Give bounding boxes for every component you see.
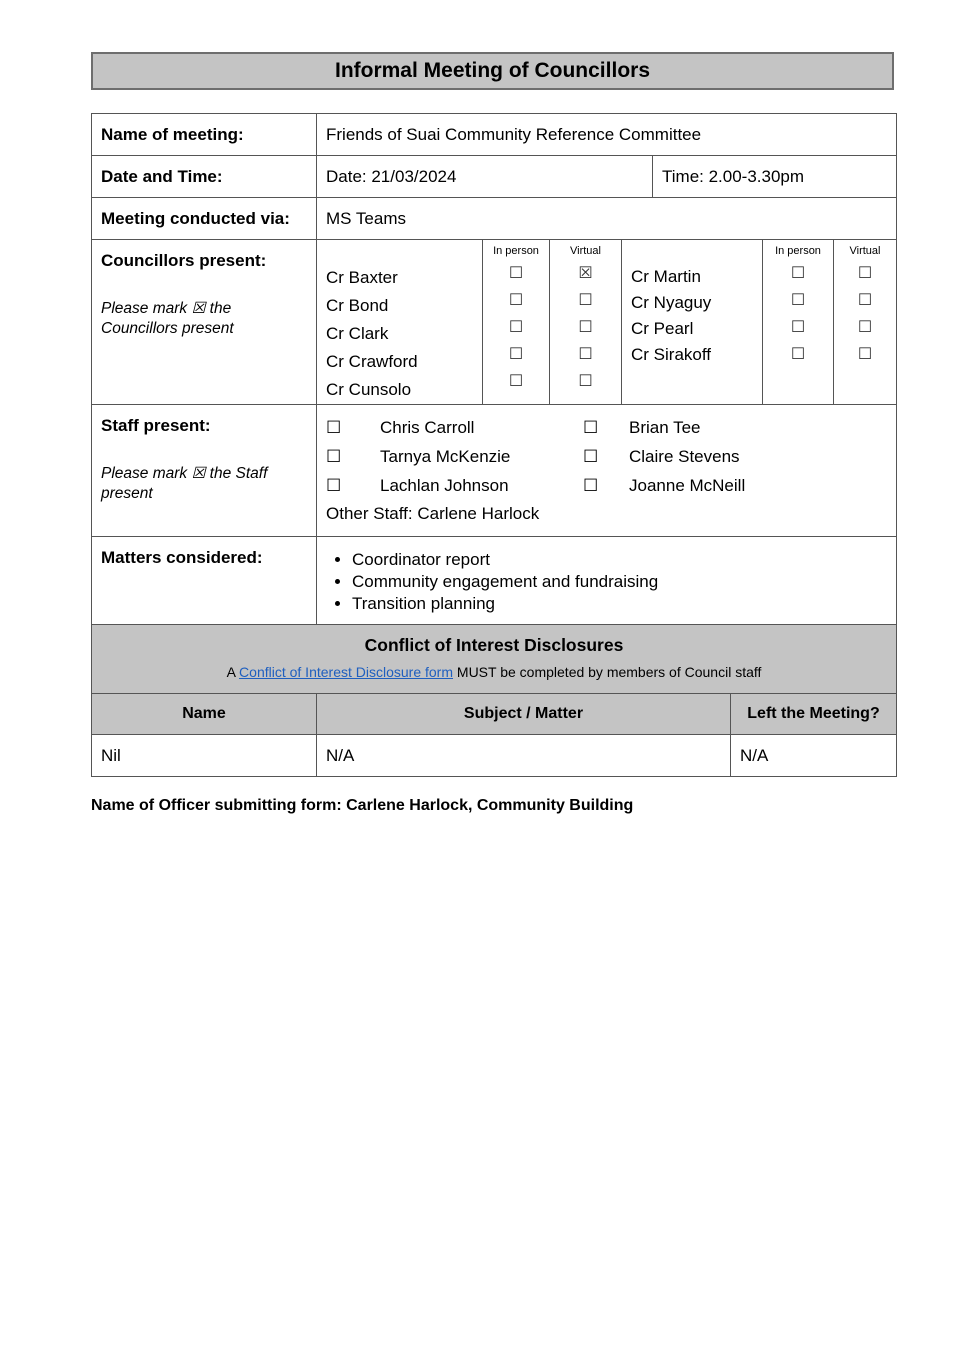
meeting-form — [91, 113, 897, 777]
row-meeting-name — [91, 113, 897, 156]
staff-name: Claire Stevens — [629, 446, 740, 466]
virtual-checkbox[interactable]: ☐ — [857, 265, 873, 282]
meeting-name-value: Friends of Suai Community Reference Committee — [326, 125, 702, 144]
staff-checkbox[interactable]: ☐ — [326, 475, 342, 495]
virtual-checkbox[interactable]: ☐ — [857, 292, 873, 309]
councillor-name: Cr Clark — [326, 324, 389, 343]
coi-sub-suffix: MUST be completed by members of Council staff — [456, 664, 762, 680]
staff-row — [326, 471, 887, 500]
councillors-label: Councillors present: — [101, 251, 267, 270]
in-person-header: In person — [493, 245, 539, 257]
staff-name: Chris Carroll — [380, 417, 475, 437]
staff-name: Tarnya McKenzie — [380, 446, 511, 466]
date-value: Date: 21/03/2024 — [317, 156, 653, 197]
councillor-name: Cr Baxter — [326, 268, 398, 287]
virtual-header: Virtual — [570, 245, 601, 257]
councillor-name: Cr Crawford — [326, 352, 418, 371]
staff-name: Brian Tee — [629, 417, 701, 437]
in-person-checkbox[interactable]: ☐ — [508, 265, 524, 282]
virtual-checkbox[interactable]: ☐ — [857, 319, 873, 336]
in-person-checkbox[interactable]: ☐ — [508, 346, 524, 363]
staff-checkbox[interactable]: ☐ — [583, 446, 599, 466]
coi-sub-prefix: A — [226, 664, 236, 680]
in-person-header: In person — [775, 245, 821, 257]
councillor-names-left — [317, 240, 483, 404]
matters-list — [326, 549, 887, 615]
in-person-checkbox[interactable]: ☐ — [508, 373, 524, 390]
matters-cell — [317, 537, 896, 624]
coi-left-cell: N/A — [740, 746, 769, 765]
coi-subject-cell: N/A — [317, 735, 731, 776]
date-time-label: Date and Time: — [92, 156, 317, 197]
staff-label: Staff present: — [101, 416, 211, 435]
councillors-note: Please mark ☒ the Councillors present — [101, 300, 234, 337]
coi-name-cell: Nil — [92, 735, 317, 776]
councillor-name: Cr Cunsolo — [326, 380, 412, 399]
form-title: Informal Meeting of Councillors — [91, 52, 894, 90]
virtual-header: Virtual — [849, 245, 881, 257]
councillors-grid — [317, 240, 896, 404]
councillor-name: Cr Pearl — [631, 319, 694, 338]
list-item: • Coordinator report — [352, 549, 887, 571]
councillors-label-cell — [92, 240, 317, 404]
col-header-left-meeting: Left the Meeting? — [731, 694, 896, 734]
coi-table-header — [91, 694, 897, 735]
in-person-checkbox[interactable]: ☐ — [508, 292, 524, 309]
coi-form-link[interactable]: Conflict of Interest Disclosure form — [239, 664, 454, 680]
meeting-name-label: Name of meeting: — [92, 114, 317, 155]
col-header-subject: Subject / Matter — [317, 694, 731, 734]
councillor-name: Cr Bond — [326, 296, 389, 315]
coi-subtitle — [92, 664, 896, 680]
councillor-name: Cr Nyaguy — [631, 293, 712, 312]
in-person-checkbox[interactable]: ☐ — [508, 319, 524, 336]
conducted-via-label: Meeting conducted via: — [92, 198, 317, 239]
list-item: • Community engagement and fundraising — [352, 571, 887, 593]
other-staff: Other Staff: Carlene Harlock — [326, 504, 540, 523]
councillor-names-right — [622, 240, 763, 404]
in-person-column-left — [483, 240, 550, 404]
staff-checkbox[interactable]: ☐ — [583, 475, 599, 495]
staff-checkbox[interactable]: ☐ — [326, 446, 342, 466]
councillor-name: Cr Martin — [631, 267, 701, 286]
row-staff — [91, 405, 897, 537]
row-matters — [91, 537, 897, 625]
matters-label: Matters considered: — [92, 537, 317, 624]
staff-note: Please mark ☒ the Staff present — [101, 465, 268, 502]
virtual-checkbox[interactable]: ☐ — [578, 346, 593, 363]
staff-checkbox[interactable]: ☐ — [583, 417, 599, 437]
col-header-name: Name — [92, 694, 317, 734]
staff-row — [326, 413, 887, 442]
submitting-officer: Name of Officer submitting form: Carlene Harlock, Community Building — [91, 797, 634, 814]
staff-name: Lachlan Johnson — [380, 475, 509, 495]
in-person-checkbox[interactable]: ☐ — [790, 346, 806, 363]
staff-row — [326, 442, 887, 471]
virtual-checkbox[interactable]: ☐ — [578, 373, 593, 390]
virtual-column-right — [834, 240, 896, 404]
in-person-column-right — [763, 240, 834, 404]
table-row — [91, 735, 897, 777]
time-value: Time: 2.00-3.30pm — [662, 167, 805, 186]
councillor-name: Cr Sirakoff — [631, 345, 711, 364]
row-date-time — [91, 156, 897, 198]
row-conducted-via — [91, 198, 897, 240]
coi-header — [91, 625, 897, 694]
in-person-checkbox[interactable]: ☐ — [790, 292, 806, 309]
virtual-checkbox[interactable]: ☐ — [578, 319, 593, 336]
in-person-checkbox[interactable]: ☐ — [790, 319, 806, 336]
virtual-column-left — [550, 240, 622, 404]
in-person-checkbox[interactable]: ☐ — [790, 265, 806, 282]
list-item: • Transition planning — [352, 593, 887, 615]
coi-title: Conflict of Interest Disclosures — [364, 635, 624, 655]
conducted-via-value: MS Teams — [326, 209, 406, 228]
staff-list — [317, 405, 896, 536]
staff-name: Joanne McNeill — [629, 475, 746, 495]
row-councillors — [91, 240, 897, 405]
virtual-checkbox[interactable]: ☒ — [578, 265, 593, 282]
staff-checkbox[interactable]: ☐ — [326, 417, 342, 437]
virtual-checkbox[interactable]: ☐ — [578, 292, 593, 309]
virtual-checkbox[interactable]: ☐ — [857, 346, 873, 363]
staff-label-cell — [92, 405, 317, 536]
